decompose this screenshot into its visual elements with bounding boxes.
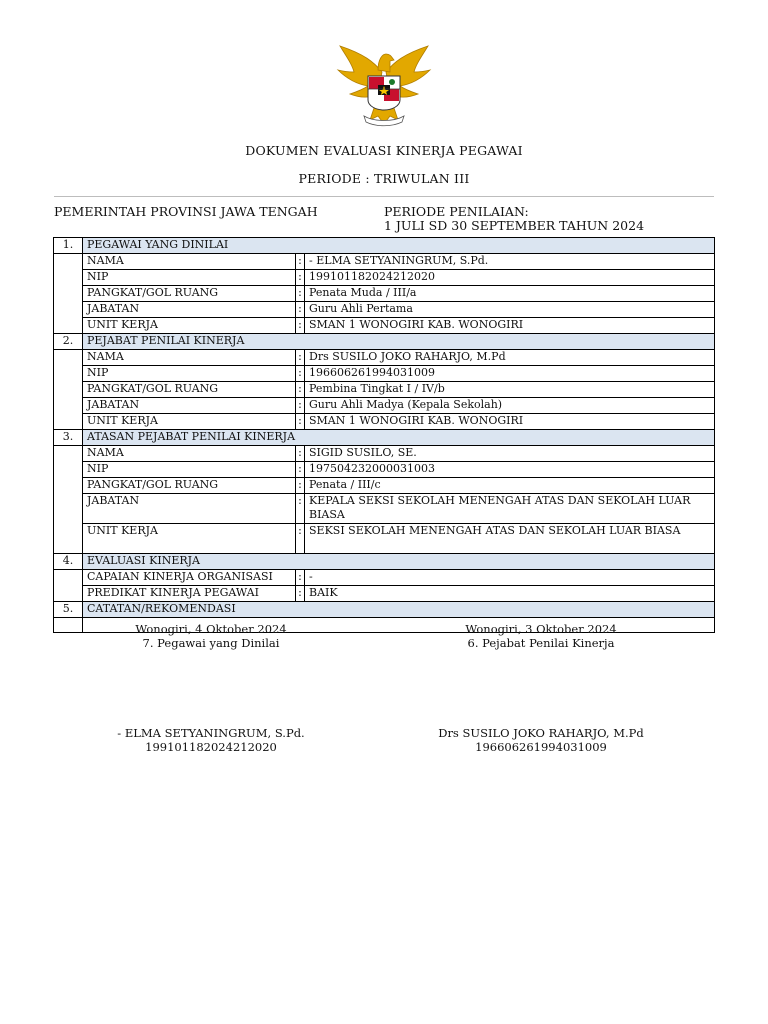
field-value: Guru Ahli Pertama — [305, 302, 715, 318]
signature-place-date: Wonogiri, 4 Oktober 2024 — [135, 622, 287, 636]
field-separator: : — [296, 318, 305, 334]
table-row — [54, 302, 715, 318]
periode-penilaian-label: PERIODE PENILAIAN: — [384, 204, 529, 219]
field-value: SIGID SUSILO, SE. — [305, 446, 715, 462]
field-value: SEKSI SEKOLAH MENENGAH ATAS DAN SEKOLAH LUAR BIASA — [305, 524, 715, 554]
field-value: 199101182024212020 — [305, 270, 715, 286]
section-number: 3. — [54, 430, 83, 446]
field-separator: : — [296, 414, 305, 430]
field-value: - — [305, 570, 715, 586]
field-value: Penata Muda / III/a — [305, 286, 715, 302]
signature-name: - ELMA SETYANINGRUM, S.Pd. — [117, 726, 305, 740]
field-separator: : — [296, 286, 305, 302]
signature-right — [416, 622, 666, 650]
table-row — [54, 350, 715, 366]
field-separator: : — [296, 302, 305, 318]
section-title: PEGAWAI YANG DINILAI — [83, 238, 715, 254]
table-row — [54, 366, 715, 382]
field-label: CAPAIAN KINERJA ORGANISASI — [83, 570, 296, 586]
field-value: 196606261994031009 — [305, 366, 715, 382]
field-label: JABATAN — [83, 398, 296, 414]
field-value: Drs SUSILO JOKO RAHARJO, M.Pd — [305, 350, 715, 366]
signature-left-name-block — [86, 726, 336, 754]
periode-heading: PERIODE : TRIWULAN III — [298, 171, 470, 186]
signature-nip: 199101182024212020 — [145, 740, 277, 754]
field-value: SMAN 1 WONOGIRI KAB. WONOGIRI — [305, 414, 715, 430]
periode-penilaian-value: 1 JULI SD 30 SEPTEMBER TAHUN 2024 — [384, 218, 645, 233]
field-label: UNIT KERJA — [83, 318, 296, 334]
field-value: SMAN 1 WONOGIRI KAB. WONOGIRI — [305, 318, 715, 334]
field-label: NAMA — [83, 254, 296, 270]
section-header — [54, 602, 715, 618]
section-title: CATATAN/REKOMENDASI — [83, 602, 715, 618]
section-number: 2. — [54, 334, 83, 350]
section-number: 1. — [54, 238, 83, 254]
field-label: NAMA — [83, 446, 296, 462]
field-separator: : — [296, 350, 305, 366]
field-label: PANGKAT/GOL RUANG — [83, 478, 296, 494]
signature-name: Drs SUSILO JOKO RAHARJO, M.Pd — [438, 726, 644, 740]
field-separator: : — [296, 478, 305, 494]
field-separator: : — [296, 254, 305, 270]
field-value: 197504232000031003 — [305, 462, 715, 478]
section-header — [54, 238, 715, 254]
field-label: UNIT KERJA — [83, 414, 296, 430]
field-separator: : — [296, 398, 305, 414]
field-label: PANGKAT/GOL RUANG — [83, 286, 296, 302]
table-row — [54, 462, 715, 478]
field-label: JABATAN — [83, 302, 296, 318]
field-value: Pembina Tingkat I / IV/b — [305, 382, 715, 398]
field-separator: : — [296, 570, 305, 586]
document-title: DOKUMEN EVALUASI KINERJA PEGAWAI — [245, 143, 523, 158]
field-separator: : — [296, 366, 305, 382]
instansi-label: PEMERINTAH PROVINSI JAWA TENGAH — [54, 204, 318, 219]
signature-place-date: Wonogiri, 3 Oktober 2024 — [465, 622, 617, 636]
table-row — [54, 398, 715, 414]
signature-right-name-block — [416, 726, 666, 754]
section-title: EVALUASI KINERJA — [83, 554, 715, 570]
signature-nip: 196606261994031009 — [475, 740, 607, 754]
table-row — [54, 270, 715, 286]
table-row — [54, 318, 715, 334]
section-header — [54, 334, 715, 350]
field-label: PREDIKAT KINERJA PEGAWAI — [83, 586, 296, 602]
evaluation-table — [53, 237, 715, 633]
section-header — [54, 554, 715, 570]
table-row — [54, 382, 715, 398]
field-label: NIP — [83, 462, 296, 478]
section-number: 4. — [54, 554, 83, 570]
field-value: BAIK — [305, 586, 715, 602]
field-separator: : — [296, 382, 305, 398]
field-separator: : — [296, 270, 305, 286]
field-label: NIP — [83, 270, 296, 286]
table-row — [54, 524, 715, 554]
signature-left — [86, 622, 336, 650]
table-row — [54, 586, 715, 602]
field-label: PANGKAT/GOL RUANG — [83, 382, 296, 398]
table-row — [54, 414, 715, 430]
field-separator: : — [296, 524, 305, 554]
field-separator: : — [296, 446, 305, 462]
section-number: 5. — [54, 602, 83, 618]
field-separator: : — [296, 462, 305, 478]
section-header — [54, 430, 715, 446]
field-label: NIP — [83, 366, 296, 382]
field-label: NAMA — [83, 350, 296, 366]
table-row — [54, 494, 715, 524]
table-row — [54, 254, 715, 270]
garuda-pancasila-emblem-icon — [334, 42, 434, 132]
field-value: - ELMA SETYANINGRUM, S.Pd. — [305, 254, 715, 270]
field-value: Penata / III/c — [305, 478, 715, 494]
field-label: UNIT KERJA — [83, 524, 296, 554]
field-label: JABATAN — [83, 494, 296, 524]
table-row — [54, 446, 715, 462]
field-value: KEPALA SEKSI SEKOLAH MENENGAH ATAS DAN SEKOLAH LUAR BIASA — [305, 494, 715, 524]
field-separator: : — [296, 494, 305, 524]
field-value: Guru Ahli Madya (Kepala Sekolah) — [305, 398, 715, 414]
section-title: ATASAN PEJABAT PENILAI KINERJA — [83, 430, 715, 446]
table-row — [54, 286, 715, 302]
signature-role: 6. Pejabat Penilai Kinerja — [467, 636, 615, 650]
table-row — [54, 570, 715, 586]
signature-role: 7. Pegawai yang Dinilai — [142, 636, 280, 650]
field-separator: : — [296, 586, 305, 602]
section-title: PEJABAT PENILAI KINERJA — [83, 334, 715, 350]
table-row — [54, 478, 715, 494]
divider-line — [54, 196, 714, 197]
